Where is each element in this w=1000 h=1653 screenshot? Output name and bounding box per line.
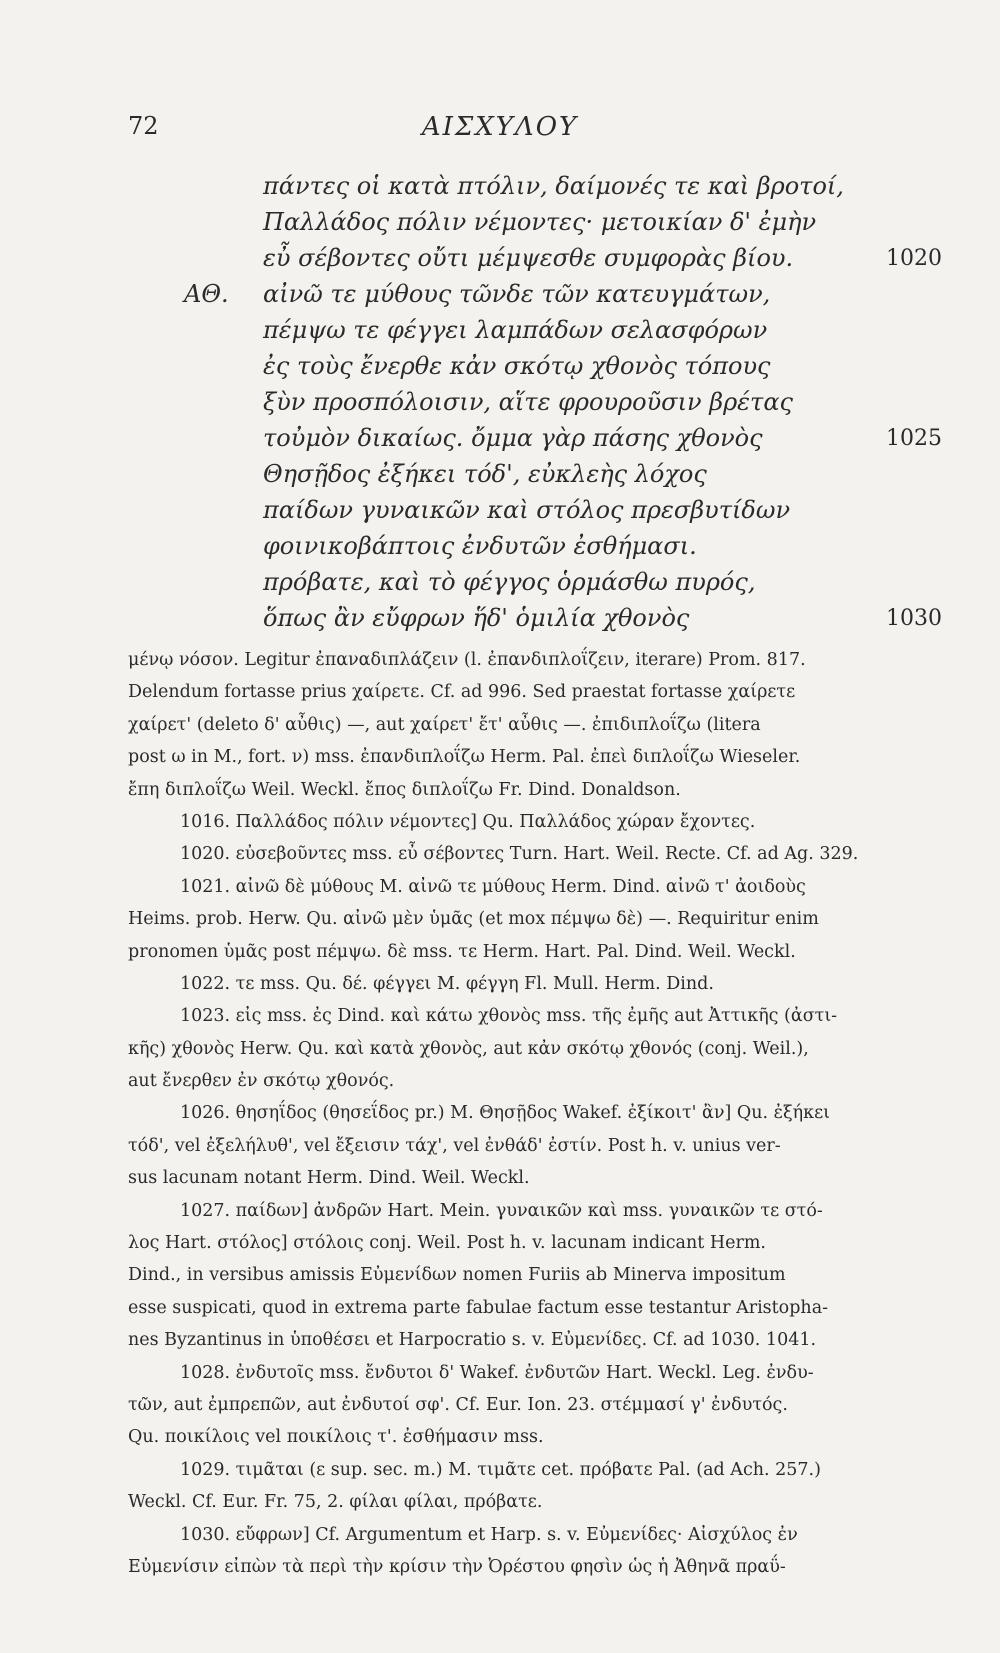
note-line: 1023. εἰς mss. ἐς Dind. καὶ κάτω χθονὸς mss. τῆς ἐμῆς aut Ἀττικῆς (ἀστι- xyxy=(180,1006,838,1027)
note-line: pronomen ὑμᾶς post πέμψω. δὲ mss. τε Herm. Hart. Pal. Dind. Weil. Weckl. xyxy=(128,941,796,962)
note-line: 1022. τε mss. Qu. δέ. φέγγει M. φέγγη Fl. Mull. Herm. Dind. xyxy=(180,973,714,994)
note-line: Εὐμενίσιν εἰπὼν τὰ περὶ τὴν κρίσιν τὴν Ὀρέστου φησὶν ὡς ἡ Ἀθηνᾶ πραΰ- xyxy=(128,1556,786,1577)
verse-line: τοὐμὸν δικαίως. ὄμμα γὰρ πάσης χθονὸς xyxy=(263,424,763,452)
note-line: 1020. εὐσεβοῦντες mss. εὖ σέβοντες Turn. Hart. Weil. Recte. Cf. ad Ag. 329. xyxy=(180,844,859,865)
line-number: 1020 xyxy=(886,246,942,271)
line-number: 1025 xyxy=(886,426,942,451)
verse-line: ὅπως ἂν εὔφρων ἥδ' ὁμιλία χθονὸς xyxy=(263,604,690,632)
note-line: Weckl. Cf. Eur. Fr. 75, 2. φίλαι φίλαι, πρόβατε. xyxy=(128,1492,543,1513)
note-line: Heims. prob. Herw. Qu. αἰνῶ μὲν ὑμᾶς (et mox πέμψω δὲ) —. Requiritur enim xyxy=(128,909,819,930)
note-line: μένῳ νόσον. Legitur ἐπαναδιπλάζειν (l. ἐπανδιπλοΐζειν, iterare) Prom. 817. xyxy=(128,650,806,670)
verse-line: πέμψω τε φέγγει λαμπάδων σελασφόρων xyxy=(263,316,768,344)
verse-line: Θησῇδος ἐξήκει τόδ', εὐκλεὴς λόχος xyxy=(263,460,707,488)
note-line: esse suspicati, quod in extrema parte fabulae factum esse testantur Aristopha- xyxy=(128,1297,829,1318)
line-number: 1030 xyxy=(886,606,942,631)
note-line: 1026. θησηΐδος (θησεΐδος pr.) M. Θησῇδος Wakef. ἐξίκοιτ' ἂν] Qu. ἐξήκει xyxy=(180,1103,830,1124)
note-line: sus lacunam notant Herm. Dind. Weil. Weckl. xyxy=(128,1168,530,1189)
note-line: 1028. ἐνδυτοῖς mss. ἔνδυτοι δ' Wakef. ἐνδυτῶν Hart. Weckl. Leg. ἐνδυ- xyxy=(180,1362,814,1383)
verse-line: παίδων γυναικῶν καὶ στόλος πρεσβυτίδων xyxy=(263,496,791,524)
verse-line: εὖ σέβοντες οὔτι μέμψεσθε συμφορὰς βίου. xyxy=(263,244,794,272)
note-line: λος Hart. στόλος] στόλοις conj. Weil. Post h. v. lacunam indicant Herm. xyxy=(128,1233,766,1254)
speaker-label: ΑΘ. xyxy=(184,280,229,308)
note-line: Dind., in versibus amissis Εὐμενίδων nomen Furiis ab Minerva impositum xyxy=(128,1265,786,1286)
note-line: 1027. παίδων] ἀνδρῶν Hart. Mein. γυναικῶν καὶ mss. γυναικῶν τε στό- xyxy=(180,1200,823,1221)
verse-line: Παλλάδος πόλιν νέμοντες· μετοικίαν δ' ἐμὴν xyxy=(263,208,817,236)
note-line: 1029. τιμᾶται (ε sup. sec. m.) M. τιμᾶτε cet. πρόβατε Pal. (ad Ach. 257.) xyxy=(180,1459,821,1480)
critical-apparatus xyxy=(128,644,943,1583)
running-title: ΑΙΣΧΥΛΟΥ xyxy=(421,112,579,142)
note-line: aut ἔνερθεν ἐν σκότῳ χθονός. xyxy=(128,1071,395,1092)
verse-line: φοινικοβάπτοις ἐνδυτῶν ἐσθήμασι. xyxy=(263,532,697,560)
note-line: post ω in M., fort. ν) mss. ἐπανδιπλοΐζω Herm. Pal. ἐπεὶ διπλοΐζω Wieseler. xyxy=(128,747,801,768)
note-line: χαίρετ' (deleto δ' αὖθις) —, aut χαίρετ' ἔτ' αὖθις —. ἐπιδιπλοΐζω (litera xyxy=(128,714,761,735)
verse-line: ξὺν προσπόλοισιν, αἵτε φρουροῦσιν βρέτας xyxy=(263,388,793,416)
note-line: 1030. εὔφρων] Cf. Argumentum et Harp. s. v. Εὐμενίδες· Αἰσχύλος ἐν xyxy=(180,1524,798,1545)
verse-line: πρόβατε, καὶ τὸ φέγγος ὁρμάσθω πυρός, xyxy=(263,568,756,596)
verse-line: ἐς τοὺς ἔνερθε κἀν σκότῳ χθονὸς τόπους xyxy=(263,352,771,380)
note-line: ἔπη διπλοΐζω Weil. Weckl. ἔπος διπλοΐζω Fr. Dind. Donaldson. xyxy=(128,779,681,800)
verse-line: αἰνῶ τε μύθους τῶνδε τῶν κατευγμάτων, xyxy=(263,280,771,308)
page-header xyxy=(0,112,1000,152)
note-line: Qu. ποικίλοις vel ποικίλοις τ'. ἐσθήμασιν mss. xyxy=(128,1427,544,1448)
note-line: 1021. αἰνῶ δὲ μύθους M. αἰνῶ τε μύθους Herm. Dind. αἰνῶ τ' ἀοιδοὺς xyxy=(180,876,806,897)
page-number: 72 xyxy=(128,112,159,140)
note-line: κῆς) χθονὸς Herw. Qu. καὶ κατὰ χθονὸς, aut κἀν σκότῳ χθονός (conj. Weil.), xyxy=(128,1038,809,1059)
note-line: nes Byzantinus in ὑποθέσει et Harpocratio s. v. Εὐμενίδες. Cf. ad 1030. 1041. xyxy=(128,1330,817,1351)
note-line: Delendum fortasse prius χαίρετε. Cf. ad 996. Sed praestat fortasse χαίρετε xyxy=(128,682,796,703)
verse-line: πάντες οἱ κατὰ πτόλιν, δαίμονές τε καὶ βροτοί, xyxy=(263,172,844,200)
note-line: τόδ', vel ἐξελήλυθ', vel ἔξεισιν τάχ', vel ἐνθάδ' ἐστίν. Post h. v. unius ver- xyxy=(128,1135,781,1156)
note-line: 1016. Παλλάδος πόλιν νέμοντες] Qu. Παλλάδος χώραν ἔχοντες. xyxy=(180,811,756,832)
note-line: τῶν, aut ἐμπρεπῶν, aut ἐνδυτοί σφ'. Cf. Eur. Ion. 23. στέμμασί γ' ἐνδυτός. xyxy=(128,1394,788,1415)
